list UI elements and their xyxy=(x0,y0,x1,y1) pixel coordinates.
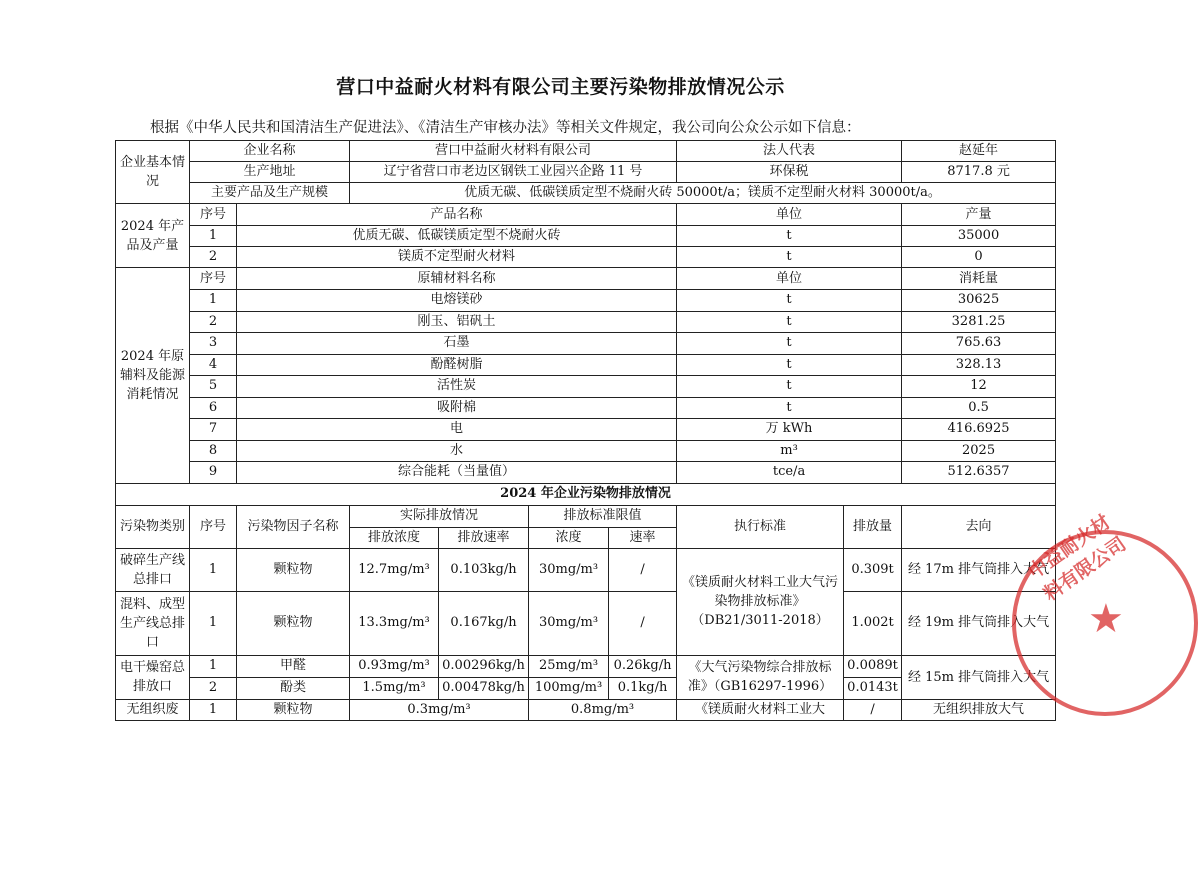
emission-destination: 经 15m 排气筒排入大气 xyxy=(902,655,1056,699)
emission-limit-conc: 0.8mg/m³ xyxy=(529,699,677,720)
table-row xyxy=(116,548,1056,591)
material-no: 7 xyxy=(190,419,237,441)
products-label: 主要产品及生产规模 xyxy=(190,183,350,204)
table-row xyxy=(116,311,1056,333)
materials-header-unit: 单位 xyxy=(677,268,902,290)
production-header-no: 序号 xyxy=(190,204,237,226)
emission-no: 1 xyxy=(190,699,237,720)
material-name: 电 xyxy=(237,419,677,441)
emission-destination: 经 19m 排气筒排入大气 xyxy=(902,591,1056,655)
emission-conc: 13.3mg/m³ xyxy=(350,591,439,655)
material-amount: 765.63 xyxy=(902,333,1056,355)
emissions-header-limit: 排放标准限值 xyxy=(529,505,677,527)
company-name-label: 企业名称 xyxy=(190,141,350,162)
production-no: 1 xyxy=(190,226,237,247)
emissions-header-actual-rate: 排放速率 xyxy=(439,527,529,548)
material-no: 9 xyxy=(190,462,237,484)
materials-header-amount: 消耗量 xyxy=(902,268,1056,290)
seal-text: 中益耐火材料有限公司 xyxy=(1024,510,1131,606)
material-no: 5 xyxy=(190,376,237,398)
disclosure-table xyxy=(115,140,1056,721)
production-output: 35000 xyxy=(902,226,1056,247)
emission-limit-rate: / xyxy=(609,591,677,655)
material-no: 2 xyxy=(190,311,237,333)
table-row xyxy=(116,699,1056,720)
emission-limit-conc: 30mg/m³ xyxy=(529,591,609,655)
company-name-value: 营口中益耐火材料有限公司 xyxy=(350,141,677,162)
emissions-section-title: 2024 年企业污染物排放情况 xyxy=(116,483,1056,505)
basic-info-label: 企业基本情况 xyxy=(116,141,190,204)
material-unit: t xyxy=(677,333,902,355)
table-row xyxy=(116,419,1056,441)
material-unit: 万 kWh xyxy=(677,419,902,441)
emission-limit-rate: 0.1kg/h xyxy=(609,677,677,699)
material-no: 1 xyxy=(190,290,237,312)
material-name: 吸附棉 xyxy=(237,397,677,419)
emissions-header-destination: 去向 xyxy=(902,505,1056,548)
emissions-header-actual: 实际排放情况 xyxy=(350,505,529,527)
material-amount: 3281.25 xyxy=(902,311,1056,333)
table-row xyxy=(116,376,1056,398)
material-name: 综合能耗（当量值） xyxy=(237,462,677,484)
emission-conc: 1.5mg/m³ xyxy=(350,677,439,699)
emission-amount: 1.002t xyxy=(844,591,902,655)
emission-factor: 颗粒物 xyxy=(237,591,350,655)
emission-limit-conc: 25mg/m³ xyxy=(529,655,609,677)
material-no: 3 xyxy=(190,333,237,355)
production-unit: t xyxy=(677,247,902,268)
emission-no: 1 xyxy=(190,591,237,655)
material-amount: 12 xyxy=(902,376,1056,398)
material-amount: 30625 xyxy=(902,290,1056,312)
materials-header-no: 序号 xyxy=(190,268,237,290)
emission-standard: 《镁质耐火材料工业大 xyxy=(677,699,844,720)
emission-conc: 0.3mg/m³ xyxy=(350,699,529,720)
emission-amount: 0.0089t xyxy=(844,655,902,677)
emission-rate: 0.00296kg/h xyxy=(439,655,529,677)
table-row xyxy=(116,462,1056,484)
emissions-header-factor: 污染物因子名称 xyxy=(237,505,350,548)
address-value: 辽宁省营口市老边区钢铁工业园兴企路 11 号 xyxy=(350,162,677,183)
page-title: 营口中益耐火材料有限公司主要污染物排放情况公示 xyxy=(336,76,785,98)
emission-factor: 酚类 xyxy=(237,677,350,699)
emission-standard: 《大气污染物综合排放标准》（GB16297-1996） xyxy=(677,655,844,699)
table-row xyxy=(116,397,1056,419)
emission-no: 1 xyxy=(190,548,237,591)
emission-no: 1 xyxy=(190,655,237,677)
table-row xyxy=(116,290,1056,312)
emissions-header-category: 污染物类别 xyxy=(116,505,190,548)
emission-conc: 0.93mg/m³ xyxy=(350,655,439,677)
material-name: 刚玉、铝矾土 xyxy=(237,311,677,333)
materials-label: 2024 年原辅料及能源消耗情况 xyxy=(116,268,190,484)
material-unit: tce/a xyxy=(677,462,902,484)
emission-factor: 颗粒物 xyxy=(237,699,350,720)
env-tax-label: 环保税 xyxy=(677,162,902,183)
emission-standard: 《镁质耐火材料工业大气污染物排放标准》（DB21/3011-2018） xyxy=(677,548,844,655)
production-output: 0 xyxy=(902,247,1056,268)
table-row xyxy=(116,440,1056,462)
material-unit: t xyxy=(677,397,902,419)
emissions-header-no: 序号 xyxy=(190,505,237,548)
material-amount: 328.13 xyxy=(902,354,1056,376)
material-unit: m³ xyxy=(677,440,902,462)
materials-header-name: 原辅材料名称 xyxy=(237,268,677,290)
material-unit: t xyxy=(677,311,902,333)
legal-rep-value: 赵延年 xyxy=(902,141,1056,162)
material-amount: 0.5 xyxy=(902,397,1056,419)
emission-destination: 无组织排放大气 xyxy=(902,699,1056,720)
table-row xyxy=(116,591,1056,655)
emission-limit-rate: 0.26kg/h xyxy=(609,655,677,677)
emission-rate: 0.00478kg/h xyxy=(439,677,529,699)
emission-category: 破碎生产线总排口 xyxy=(116,548,190,591)
material-no: 4 xyxy=(190,354,237,376)
emissions-header-standard: 执行标准 xyxy=(677,505,844,548)
emission-amount: / xyxy=(844,699,902,720)
emission-destination: 经 17m 排气筒排入大气 xyxy=(902,548,1056,591)
emission-no: 2 xyxy=(190,677,237,699)
production-header-output: 产量 xyxy=(902,204,1056,226)
material-unit: t xyxy=(677,290,902,312)
production-name: 镁质不定型耐火材料 xyxy=(237,247,677,268)
emission-limit-conc: 30mg/m³ xyxy=(529,548,609,591)
material-unit: t xyxy=(677,354,902,376)
emission-category: 无组织废 xyxy=(116,699,190,720)
emissions-header-amount: 排放量 xyxy=(844,505,902,548)
material-name: 酚醛树脂 xyxy=(237,354,677,376)
emission-category: 混料、成型生产线总排口 xyxy=(116,591,190,655)
table-row xyxy=(116,354,1056,376)
material-name: 石墨 xyxy=(237,333,677,355)
emission-factor: 颗粒物 xyxy=(237,548,350,591)
emissions-header-limit-conc: 浓度 xyxy=(529,527,609,548)
production-header-unit: 单位 xyxy=(677,204,902,226)
production-name: 优质无碳、低碳镁质定型不烧耐火砖 xyxy=(237,226,677,247)
material-name: 活性炭 xyxy=(237,376,677,398)
products-value: 优质无碳、低碳镁质定型不烧耐火砖 50000t/a；镁质不定型耐火材料 30000t/a。 xyxy=(350,183,1056,204)
production-header-name: 产品名称 xyxy=(237,204,677,226)
material-name: 电熔镁砂 xyxy=(237,290,677,312)
material-amount: 2025 xyxy=(902,440,1056,462)
production-no: 2 xyxy=(190,247,237,268)
table-row xyxy=(116,226,1056,247)
env-tax-value: 8717.8 元 xyxy=(902,162,1056,183)
production-label: 2024 年产品及产量 xyxy=(116,204,190,268)
production-unit: t xyxy=(677,226,902,247)
emission-factor: 甲醛 xyxy=(237,655,350,677)
table-row xyxy=(116,247,1056,268)
emissions-header-limit-rate: 速率 xyxy=(609,527,677,548)
material-amount: 512.6357 xyxy=(902,462,1056,484)
emission-category: 电干燥窑总排放口 xyxy=(116,655,190,699)
emission-amount: 0.0143t xyxy=(844,677,902,699)
emission-amount: 0.309t xyxy=(844,548,902,591)
emission-limit-conc: 100mg/m³ xyxy=(529,677,609,699)
emission-conc: 12.7mg/m³ xyxy=(350,548,439,591)
emissions-header-actual-conc: 排放浓度 xyxy=(350,527,439,548)
material-name: 水 xyxy=(237,440,677,462)
emission-limit-rate: / xyxy=(609,548,677,591)
table-row xyxy=(116,655,1056,677)
emission-rate: 0.103kg/h xyxy=(439,548,529,591)
material-no: 8 xyxy=(190,440,237,462)
address-label: 生产地址 xyxy=(190,162,350,183)
material-no: 6 xyxy=(190,397,237,419)
material-amount: 416.6925 xyxy=(902,419,1056,441)
emission-rate: 0.167kg/h xyxy=(439,591,529,655)
legal-rep-label: 法人代表 xyxy=(677,141,902,162)
material-unit: t xyxy=(677,376,902,398)
intro-text: 根据《中华人民共和国清洁生产促进法》、《清洁生产审核办法》等相关文件规定，我公司向公众公示如下信息： xyxy=(150,120,861,136)
table-row xyxy=(116,333,1056,355)
star-icon: ★ xyxy=(1088,596,1124,642)
